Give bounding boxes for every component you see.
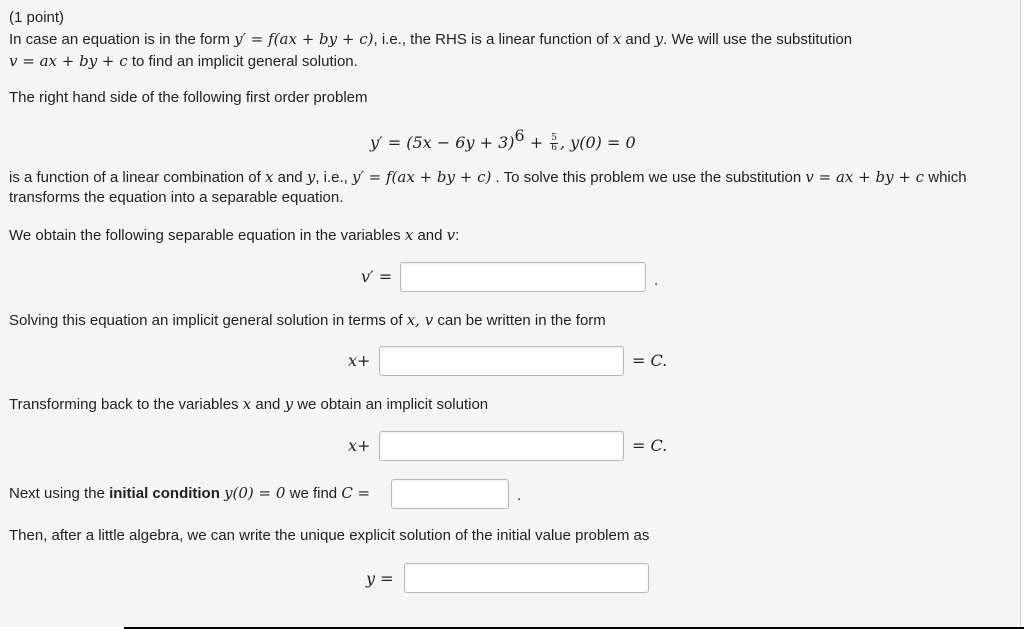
rhs-intro-text: The right hand side of the following first order problem <box>9 89 368 106</box>
vprime-label <box>361 266 392 289</box>
y-answer-input[interactable] <box>404 563 649 593</box>
separable-math-x: x <box>404 226 414 244</box>
fraction-numerator: 5 <box>551 133 557 144</box>
implicit-v-text-1: Solving this equation an implicit general solution in terms of <box>9 312 407 329</box>
combo-math-y: y <box>306 168 316 186</box>
intro-text-2: , i.e., the RHS is a linear function of <box>373 31 613 48</box>
intro-line-2 <box>9 51 358 72</box>
intro-math-form: y′ = f(ax + by + c) <box>234 30 374 48</box>
explicit-intro <box>9 526 649 546</box>
separable-intro <box>9 225 459 246</box>
implicit-y-text-3: we obtain an implicit solution <box>293 396 489 413</box>
vprime-period <box>654 270 658 292</box>
points-text: (1 point) <box>9 9 65 26</box>
implicit-y-math-x: x <box>242 395 252 413</box>
intro-text-5: to find an implicit general solution. <box>127 53 358 70</box>
implicit-y-xplus <box>348 435 370 458</box>
implicit-y-intro <box>9 394 488 415</box>
combo-math-form: y′ = f(ax + by + c) <box>352 168 492 186</box>
C-period-text: . <box>517 487 522 504</box>
intro-text-1: In case an equation is in the form <box>9 31 235 48</box>
y-label-text: y = <box>366 569 394 588</box>
vprime-period-text: . <box>654 272 659 289</box>
combo-text-2: and <box>273 169 307 186</box>
ode-plus: + <box>524 133 549 152</box>
ode-exponent: 6 <box>514 126 525 145</box>
rhs-intro <box>9 88 368 108</box>
combo-text-1: is a function of a linear combination of <box>9 169 265 186</box>
implicit-y-eqC-text: = C. <box>632 436 668 455</box>
implicit-v-xplus <box>348 350 370 373</box>
implicit-v-eqC-text: = C. <box>632 351 668 370</box>
implicit-v-xplus-text: x+ <box>348 351 371 370</box>
initial-math-ic: y(0) = 0 <box>224 484 286 502</box>
implicit-y-eqC <box>632 435 667 458</box>
explicit-text: Then, after a little algebra, we can write the unique explicit solution of the initial value problem as <box>9 527 650 544</box>
fraction-denominator: 6 <box>551 143 557 154</box>
implicit-v-intro <box>9 310 606 331</box>
vprime-answer-input[interactable] <box>400 262 646 292</box>
C-answer-input[interactable] <box>391 479 509 509</box>
ode-equation <box>370 124 636 156</box>
initial-text-2: we find <box>285 485 342 502</box>
implicit-v-eqC <box>632 350 667 373</box>
initial-text-1: Next using the <box>9 485 110 502</box>
vprime-label-text: v′ = <box>361 267 393 286</box>
separable-text-2: and <box>413 227 447 244</box>
C-period <box>517 485 521 507</box>
intro-text-4: . We will use the substitution <box>663 31 853 48</box>
combo-text-3: , i.e., <box>315 169 352 186</box>
implicit-v-answer-input[interactable] <box>379 346 624 376</box>
points-label <box>9 8 64 28</box>
implicit-v-math-xv: x, v <box>406 311 434 329</box>
implicit-y-math-y: y <box>284 395 294 413</box>
intro-math-x: x <box>612 30 622 48</box>
implicit-v-text-2: can be written in the form <box>433 312 606 329</box>
ode-initial-condition: , y(0) = 0 <box>560 133 636 152</box>
intro-math-y: y <box>654 30 664 48</box>
implicit-y-xplus-text: x+ <box>348 436 371 455</box>
implicit-y-answer-input[interactable] <box>379 431 624 461</box>
initial-bold-text: initial condition <box>109 485 220 502</box>
combo-text-5: which <box>924 169 967 186</box>
separable-text-1: We obtain the following separable equation in the variables <box>9 227 405 244</box>
separable-text-3: : <box>455 227 460 244</box>
initial-condition-line <box>9 483 370 504</box>
intro-text-3: and <box>621 31 655 48</box>
implicit-y-text-1: Transforming back to the variables <box>9 396 243 413</box>
ode-fraction <box>550 134 558 153</box>
combo-text-4: . To solve this problem we use the substitution <box>491 169 806 186</box>
intro-line-1 <box>9 29 852 50</box>
implicit-y-text-2: and <box>251 396 285 413</box>
separable-math-v: v <box>446 226 456 244</box>
combo-line-2 <box>9 188 343 208</box>
combo-text-6: transforms the equation into a separable equation. <box>9 189 344 206</box>
ode-lhs: y′ = (5x − 6y + 3) <box>370 133 515 152</box>
combo-line-1 <box>9 167 967 188</box>
combo-math-substitution: v = ax + by + c <box>805 168 925 186</box>
y-label <box>366 568 394 591</box>
intro-math-substitution: v = ax + by + c <box>9 52 128 70</box>
initial-math-C: C = <box>341 484 371 502</box>
combo-math-x: x <box>264 168 274 186</box>
